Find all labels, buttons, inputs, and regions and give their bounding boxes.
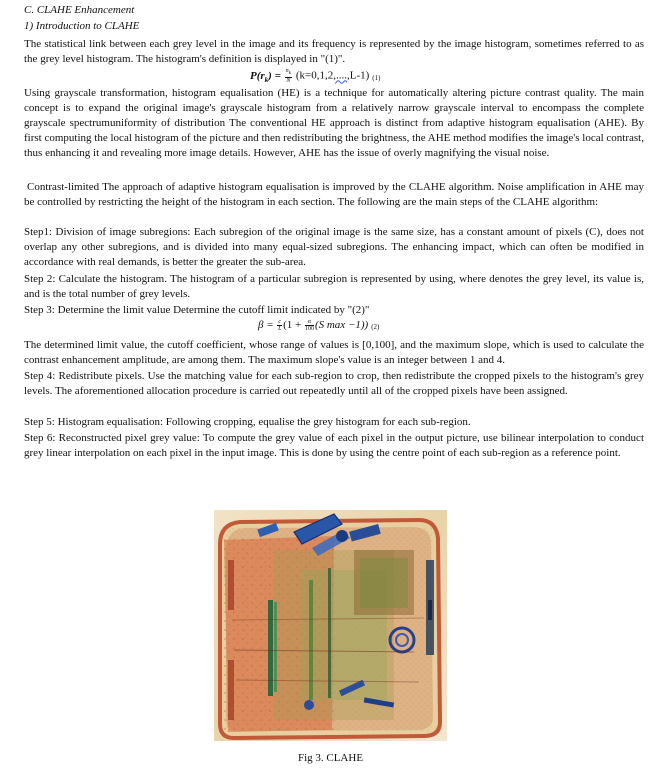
xray-clahe-image xyxy=(214,510,447,741)
eq1-range: (k=0,1,2,....,L-1) xyxy=(295,69,370,82)
eq2-fraction-1: $\frac{c}{L}$ xyxy=(278,318,282,332)
eq2-number: (2) xyxy=(371,323,380,331)
paragraph-histogram-equalisation: Using grayscale transformation, histogram equalisation (HE) is a technique for automatically altering picture contrast quality. The main concept is to expand the original image's grayscale histogram from a relatively narrow grayscale interval to encompass the complete grayscale spectrumuniformity of distribution The conventional HE approach is distinct from adaptive histogram equalisation (AHE). By first computing the local histogram of the picture and then redistributing the brightness, the AHE method modifies the image's local contrast, thus enhancing it and revealing more image details. However, AHE has the issue of overly magnifying the visual noise. xyxy=(24,87,644,159)
eq2-fraction-2: $\frac{\alpha}{100}$ xyxy=(304,318,314,332)
paragraph-step4: Step 4: Redistribute pixels. Use the matching value for each sub-region to crop, then redistribute the cropped pixels to the histogram's grey levels. The aforementioned allocation procedure is carried out repeatedly until all of the cropped pixels have been assigned. xyxy=(24,370,644,397)
equation-2: β = $\frac{c}{L}$ (1 + $\frac{\alpha}{100}$ (S max −1)) (2) xyxy=(258,318,380,332)
subsection-heading: 1) Introduction to CLAHE xyxy=(24,20,140,32)
paragraph-limit-value: The determined limit value, the cutoff coefficient, whose range of values is [0,100], and the maximum slope, which is used to calculate the contrast enhancement amplitude, are among them. The maximum slope's value is an integer between 1 and 4. xyxy=(24,339,644,366)
section-heading: C. CLAHE Enhancement xyxy=(24,4,135,16)
paragraph-clahe-intro: Contrast-limited The approach of adaptive histogram equalisation is improved by the CLAHE algorithm. Noise amplification in AHE may be controlled by restricting the height of the histogram in each section. The following are the main steps of the CLAHE algorithm: xyxy=(24,181,644,208)
paragraph-step1: Step1: Division of image subregions: Each subregion of the original image is the same size, has a constant amount of pixels (C), does not overlap any other subregions, and is divided into many equal-sized subregions. The enhancing impact, which can often be modified in accordance with real demands, is better the greater the sub-area. xyxy=(24,226,644,268)
eq1-lhs: $P(r_k)$ = xyxy=(250,69,281,84)
paragraph-histogram-intro: The statistical link between each grey level in the image and its frequency is represented by the image histogram, sometimes referred to as the grey level histogram. The histogram's definition is displayed in "(1)". xyxy=(24,38,644,65)
paragraph-step2: Step 2: Calculate the histogram. The histogram of a particular subregion is represented by using, where denotes the grey level, its value is, and is the total number of grey levels. xyxy=(24,273,644,300)
figure-caption: Fig 3. CLAHE xyxy=(297,752,364,764)
paragraph-step6: Step 6: Reconstructed pixel grey value: To compute the grey value of each pixel in the output picture, use bilinear interpolation to conduct grey linear interpolation on each pixel in the input image. This is done by using the centre point of each sub-region as a reference point. xyxy=(24,432,644,459)
paragraph-step3: Step 3: Determine the limit value Determine the cutoff limit indicated by "(2)" xyxy=(24,304,370,316)
eq1-fraction: $\frac{n_k}{N}$ xyxy=(285,68,292,85)
equation-1 xyxy=(250,68,380,88)
eq1-number: (1) xyxy=(372,73,381,82)
paragraph-step5: Step 5: Histogram equalisation: Following cropping, equalise the grey histogram for each sub-region. xyxy=(24,416,471,428)
